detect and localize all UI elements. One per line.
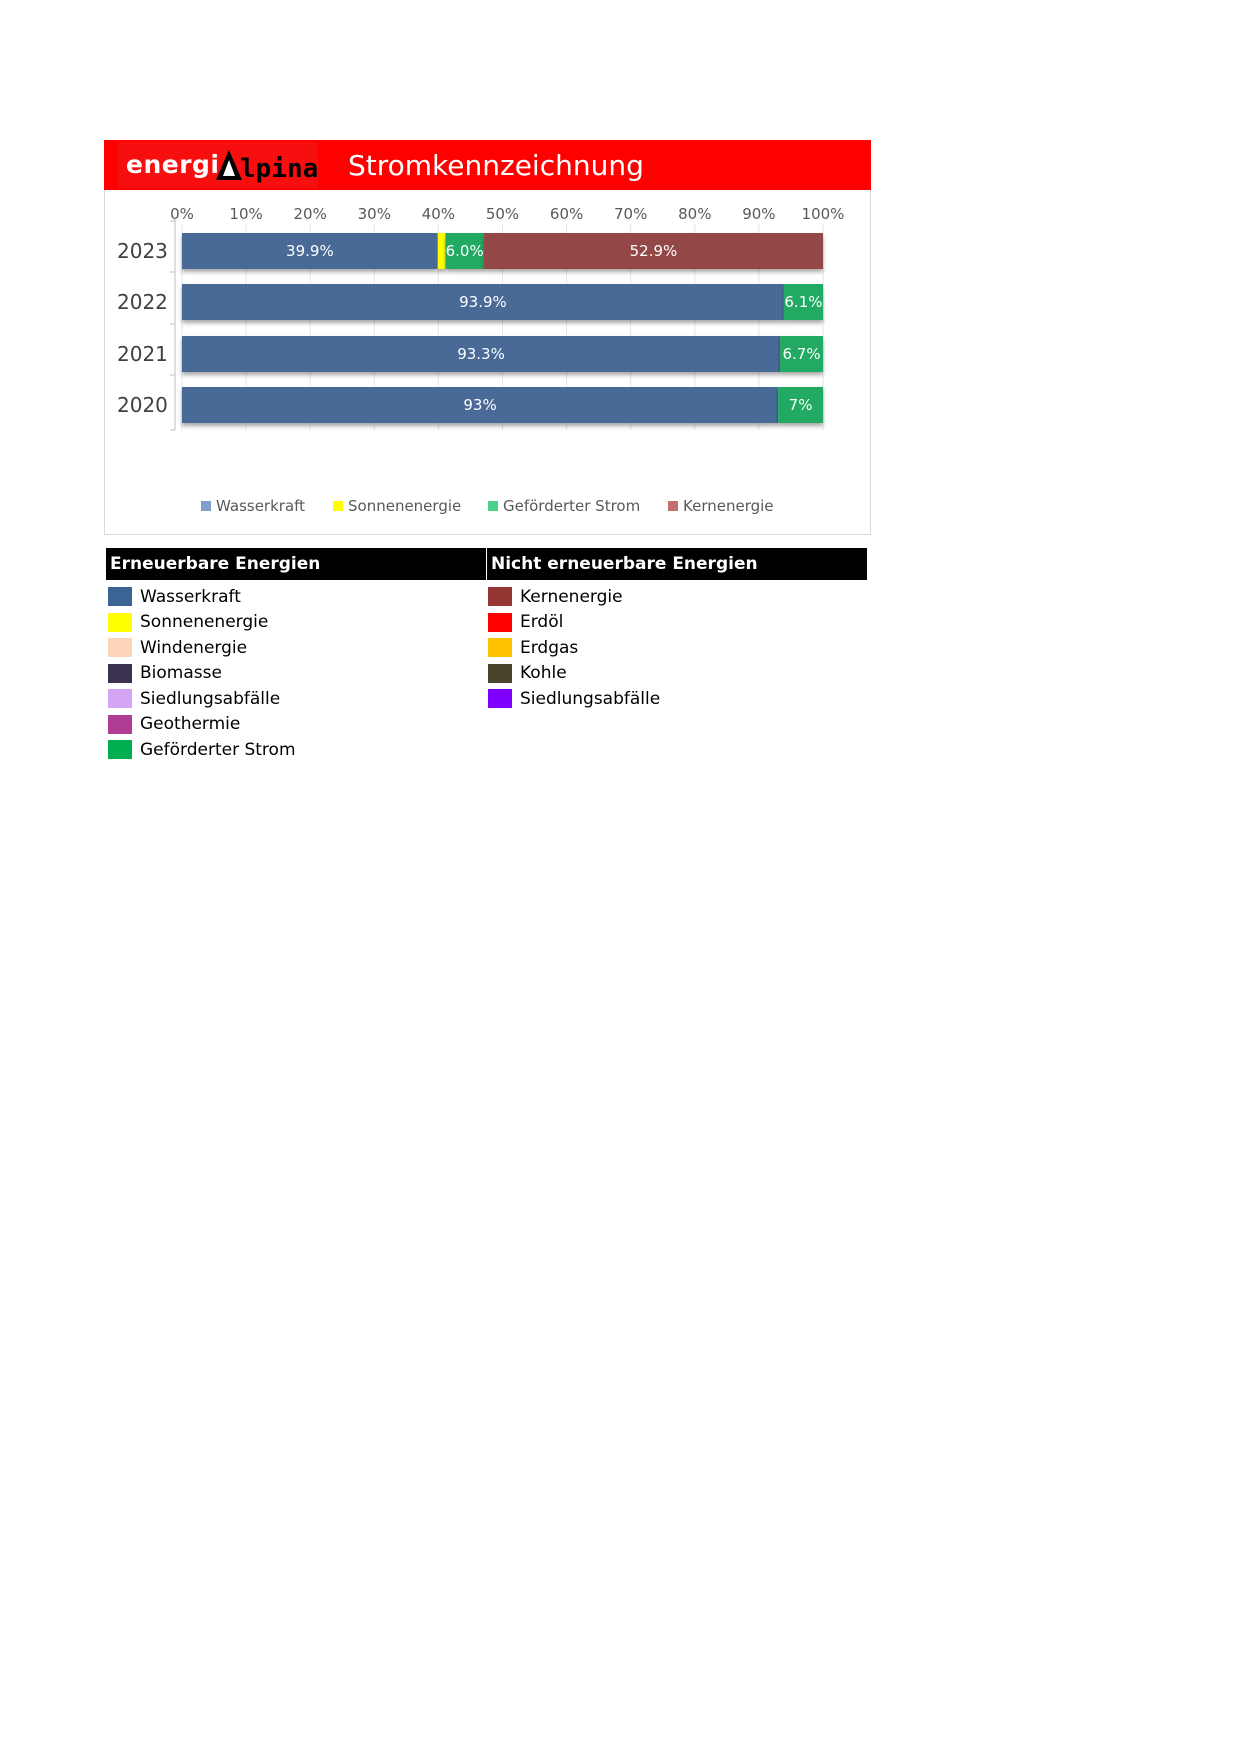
color-swatch	[108, 613, 132, 632]
x-tick-label: 20%	[293, 205, 327, 223]
energy-source-label: Wasserkraft	[140, 586, 241, 607]
x-tick-label: 0%	[170, 205, 194, 223]
x-tick-label: 50%	[485, 205, 520, 223]
renewable-header: Erneuerbare Energien	[106, 548, 486, 580]
logo-triangle-icon	[215, 148, 243, 182]
legend-label: Sonnenenergie	[348, 497, 462, 515]
energy-source-label: Erdgas	[520, 637, 579, 658]
bar-data-label: 7%	[788, 396, 813, 414]
bar-data-label: 93.3%	[457, 345, 505, 363]
header-banner	[104, 140, 871, 190]
x-tick-label: 30%	[357, 205, 391, 223]
list-item	[108, 686, 296, 712]
bar-data-label: 6.7%	[782, 345, 821, 363]
energy-source-label: Geothermie	[140, 714, 241, 735]
list-item	[488, 635, 660, 661]
color-swatch	[108, 664, 132, 683]
energy-source-label: Windenergie	[140, 637, 248, 658]
legend-label: Wasserkraft	[216, 497, 306, 515]
bar-data-label: 6.1%	[784, 293, 823, 311]
legend-label: Geförderter Strom	[503, 497, 641, 515]
category-label: 2020	[117, 393, 168, 417]
energy-source-label: Erdöl	[520, 612, 564, 633]
energy-source-label: Geförderter Strom	[140, 739, 296, 760]
legend-swatch	[201, 501, 211, 511]
list-item	[108, 610, 296, 636]
list-item	[108, 661, 296, 687]
list-item	[108, 635, 296, 661]
list-item	[108, 712, 296, 738]
energy-source-label: Sonnenenergie	[140, 612, 269, 633]
chart-area	[104, 190, 871, 535]
energy-source-label: Siedlungsabfälle	[520, 688, 661, 709]
energy-source-label: Siedlungsabfälle	[140, 688, 281, 709]
x-tick-label: 100%	[801, 205, 845, 223]
color-swatch	[488, 689, 512, 708]
x-tick-label: 60%	[549, 205, 584, 223]
bar-data-label: 39.9%	[286, 242, 334, 260]
list-item	[108, 737, 296, 763]
logo-text-lpina: lpina	[240, 154, 319, 184]
company-logo	[118, 142, 318, 188]
stacked-bar-chart	[105, 190, 870, 534]
bar-data-label: 52.9%	[629, 242, 678, 260]
energy-source-label: Biomasse	[140, 663, 222, 684]
category-label: 2021	[117, 342, 168, 366]
x-tick-label: 40%	[421, 205, 456, 223]
category-label: 2023	[117, 239, 168, 263]
bar-data-label: 93.9%	[459, 293, 507, 311]
energy-source-label: Kernenergie	[520, 586, 623, 607]
nonrenewable-header: Nicht erneuerbare Energien	[487, 548, 867, 580]
color-swatch	[108, 715, 132, 734]
legend-swatch	[488, 501, 498, 511]
color-swatch	[488, 638, 512, 657]
logo-text-energi: energi	[126, 150, 220, 179]
bar-data-label: 6.0%	[445, 242, 484, 260]
list-item	[108, 584, 296, 610]
renewable-list	[108, 584, 296, 763]
page-title: Stromkennzeichnung	[348, 149, 644, 182]
energy-source-label: Kohle	[520, 663, 567, 684]
nonrenewable-list	[488, 584, 660, 712]
color-swatch	[108, 740, 132, 759]
list-item	[488, 584, 660, 610]
color-swatch	[488, 587, 512, 606]
color-swatch	[488, 664, 512, 683]
legend-swatch	[668, 501, 678, 511]
x-tick-label: 70%	[614, 205, 648, 223]
bar-data-label: 93%	[463, 396, 497, 414]
color-swatch	[108, 587, 132, 606]
color-swatch	[488, 613, 512, 632]
color-swatch	[108, 689, 132, 708]
x-tick-label: 10%	[229, 205, 263, 223]
category-label: 2022	[117, 290, 168, 314]
x-tick-label: 80%	[678, 205, 712, 223]
list-item	[488, 610, 660, 636]
color-swatch	[108, 638, 132, 657]
x-tick-label: 90%	[742, 205, 776, 223]
legend-label: Kernenergie	[683, 497, 774, 515]
bar-segment	[438, 233, 446, 269]
legend-swatch	[333, 501, 343, 511]
list-item	[488, 661, 660, 687]
list-item	[488, 686, 660, 712]
